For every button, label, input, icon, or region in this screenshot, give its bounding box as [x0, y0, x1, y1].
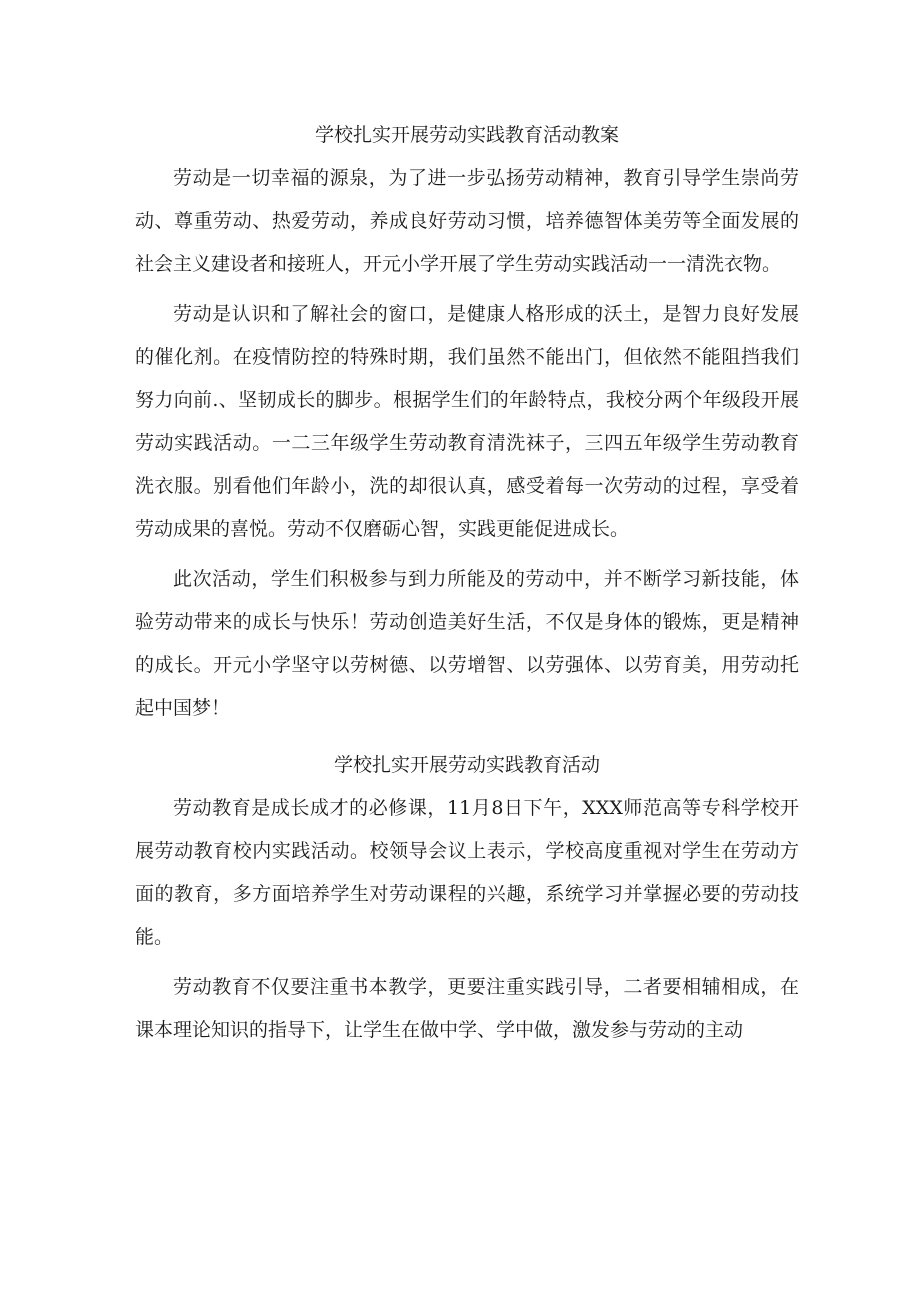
- document-title: 学校扎实开展劳动实践教育活动教案: [314, 124, 619, 146]
- section-title: 学校扎实开展劳动实践教育活动: [333, 754, 600, 776]
- paragraph-4: 劳动教育是成长成才的必修课，11月8日下午，XXX师范高等专科学校开展劳动教育校内实践活动。校领导会议上表示，学校高度重视对学生在劳动方面的教育，多方面培养学生对劳动课程的兴趣，系统学习并掌握必要的劳动技能。: [135, 797, 799, 948]
- paragraph-5: 劳动教育不仅要注重书本教学，更要注重实践引导，二者要相辅相成，在课本理论知识的指导下，让学生在做中学、学中做，激发参与劳动的主动: [135, 976, 799, 1041]
- paragraph-1: 劳动是一切幸福的源泉，为了进一步弘扬劳动精神，教育引导学生崇尚劳动、尊重劳动、热爱劳动，养成良好劳动习惯，培养德智体美劳等全面发展的社会主义建设者和接班人，开元小学开展了学生劳动实践活动一一清洗衣物。: [135, 167, 799, 275]
- paragraph-3: 此次活动，学生们积极参与到力所能及的劳动中，并不断学习新技能，体验劳动带来的成长与快乐！劳动创造美好生活，不仅是身体的锻炼，更是精神的成长。开元小学坚守以劳树德、以劳增智、以劳强体、以劳育美，用劳动托起中国梦！: [135, 568, 799, 719]
- paragraph-2: 劳动是认识和了解社会的窗口，是健康人格形成的沃土，是智力良好发展的催化剂。在疫情防控的特殊时期，我们虽然不能出门，但依然不能阻挡我们努力向前.、坚韧成长的脚步。根据学生们的年龄特点，我校分两个年级段开展劳动实践活动。一二三年级学生劳动教育清洗袜子，三四五年级学生劳动教育洗衣服。别看他们年龄小，洗的却很认真，感受着每一次劳动的过程，享受着劳动成果的喜悦。劳动不仅磨砺心智，实践更能促进成长。: [135, 303, 799, 540]
- document-body: [135, 114, 799, 1052]
